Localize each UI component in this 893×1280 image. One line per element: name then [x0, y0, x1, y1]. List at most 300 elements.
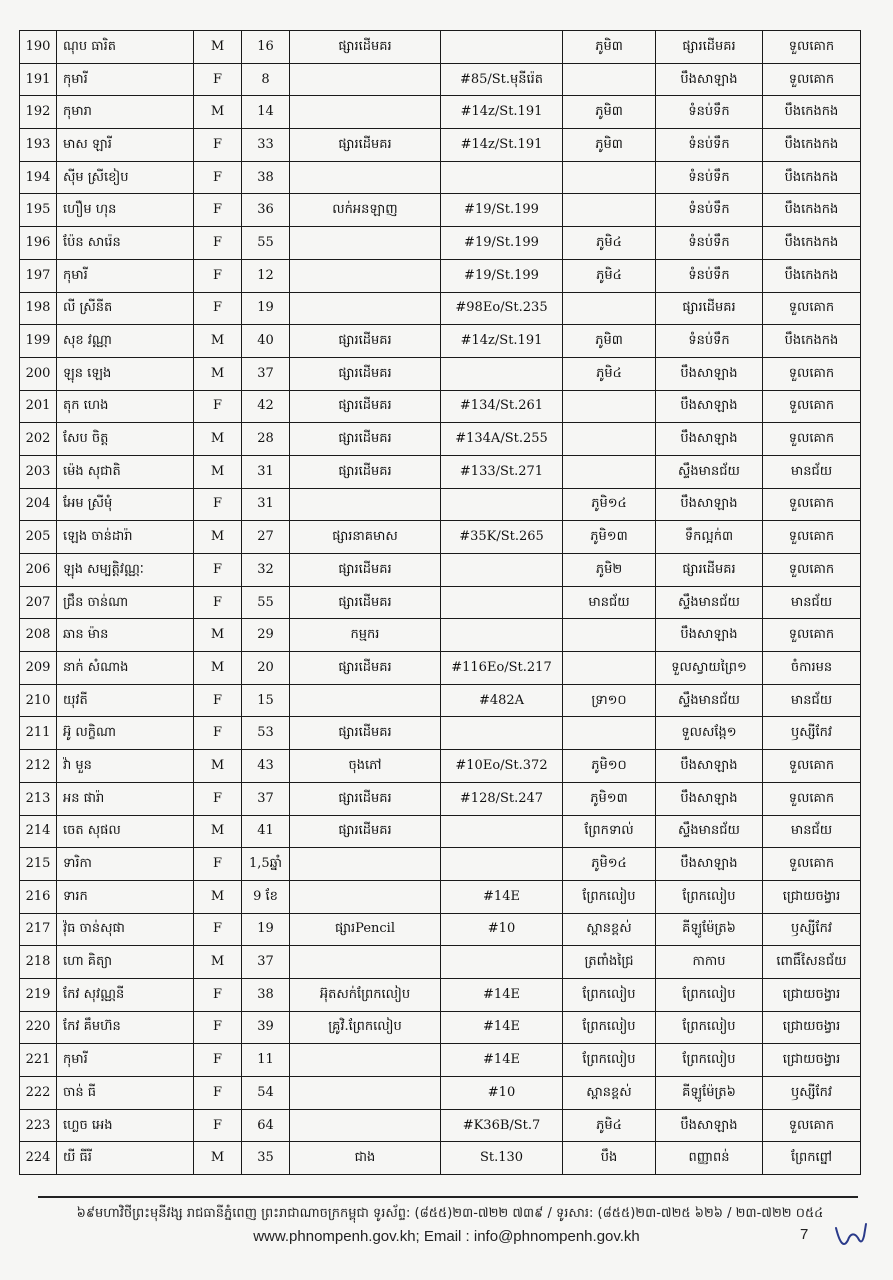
- row-number-cell: 207: [20, 586, 57, 619]
- occupation-cell: ផ្សារដើមគរ: [290, 586, 441, 619]
- khan-cell: ព្រែកព្នៅ: [763, 1142, 861, 1175]
- house-address-cell: #85/St.មុនីរ៉េត: [441, 63, 563, 96]
- sangkat-cell: ស្ទឹងមានជ័យ: [656, 586, 763, 619]
- sangkat-cell: ផ្សារដើមគរ: [656, 554, 763, 587]
- khan-cell: មានជ័យ: [763, 586, 861, 619]
- table-row: [20, 1044, 861, 1077]
- age-cell: 38: [242, 161, 290, 194]
- house-address-cell: [441, 946, 563, 979]
- person-name-cell: ណុប ធារិត: [57, 31, 194, 64]
- house-address-cell: [441, 848, 563, 881]
- table-row: [20, 194, 861, 227]
- occupation-cell: ចុងភៅ: [290, 750, 441, 783]
- table-row: [20, 1011, 861, 1044]
- house-address-cell: #482A: [441, 684, 563, 717]
- age-cell: 37: [242, 357, 290, 390]
- age-cell: 43: [242, 750, 290, 783]
- house-address-cell: #128/St.247: [441, 782, 563, 815]
- khan-cell: ទួលគោក: [763, 63, 861, 96]
- row-number-cell: 214: [20, 815, 57, 848]
- table-row: [20, 554, 861, 587]
- age-cell: 53: [242, 717, 290, 750]
- age-cell: 12: [242, 259, 290, 292]
- occupation-cell: ផ្សារដើមគរ: [290, 357, 441, 390]
- occupation-cell: [290, 96, 441, 129]
- age-cell: 15: [242, 684, 290, 717]
- sangkat-cell: ពញ្ញាពន់: [656, 1142, 763, 1175]
- age-cell: 31: [242, 488, 290, 521]
- occupation-cell: [290, 63, 441, 96]
- age-cell: 11: [242, 1044, 290, 1077]
- sex-cell: F: [194, 1077, 242, 1110]
- table-row: [20, 521, 861, 554]
- house-address-cell: #14z/St.191: [441, 96, 563, 129]
- occupation-cell: [290, 161, 441, 194]
- person-name-cell: ចេត សុផល: [57, 815, 194, 848]
- table-row: [20, 325, 861, 358]
- occupation-cell: [290, 1077, 441, 1110]
- house-address-cell: [441, 357, 563, 390]
- occupation-cell: [290, 227, 441, 260]
- house-address-cell: [441, 619, 563, 652]
- house-address-cell: #98Eo/St.235: [441, 292, 563, 325]
- sangkat-cell: បឹងសាឡាង: [656, 357, 763, 390]
- sex-cell: F: [194, 782, 242, 815]
- khan-cell: ជ្រោយចង្វារ: [763, 880, 861, 913]
- occupation-cell: ផ្សារដើមគរ: [290, 652, 441, 685]
- sangkat-cell: បឹងសាឡាង: [656, 1109, 763, 1142]
- person-name-cell: ឡុង សម្បត្តិវណ្ណៈ: [57, 554, 194, 587]
- sex-cell: F: [194, 63, 242, 96]
- person-name-cell: យុវតី: [57, 684, 194, 717]
- person-name-cell: ទារិកា: [57, 848, 194, 881]
- occupation-cell: ផ្សារដើមគរ: [290, 31, 441, 64]
- row-number-cell: 200: [20, 357, 57, 390]
- table-row: [20, 750, 861, 783]
- khan-cell: ទួលគោក: [763, 390, 861, 423]
- house-address-cell: [441, 815, 563, 848]
- sex-cell: M: [194, 31, 242, 64]
- row-number-cell: 219: [20, 978, 57, 1011]
- sex-cell: M: [194, 750, 242, 783]
- age-cell: 27: [242, 521, 290, 554]
- occupation-cell: ផ្សារដើមគរ: [290, 455, 441, 488]
- khan-cell: ជ្រោយចង្វារ: [763, 1044, 861, 1077]
- sex-cell: M: [194, 946, 242, 979]
- row-number-cell: 217: [20, 913, 57, 946]
- village-cell: [563, 161, 656, 194]
- row-number-cell: 213: [20, 782, 57, 815]
- village-cell: ភូមិ៣: [563, 31, 656, 64]
- table-row: [20, 129, 861, 162]
- person-name-cell: សែប ចិត្ត: [57, 423, 194, 456]
- sex-cell: F: [194, 586, 242, 619]
- village-cell: ភូមិ២: [563, 554, 656, 587]
- row-number-cell: 223: [20, 1109, 57, 1142]
- sex-cell: F: [194, 292, 242, 325]
- village-cell: ភូមិ១៣: [563, 521, 656, 554]
- sex-cell: M: [194, 357, 242, 390]
- sangkat-cell: ទួលស្វាយព្រៃ១: [656, 652, 763, 685]
- village-cell: ភូមិ៣: [563, 129, 656, 162]
- table-row: [20, 423, 861, 456]
- sangkat-cell: ព្រែកលៀប: [656, 1011, 763, 1044]
- village-cell: ភូមិ១៤: [563, 848, 656, 881]
- person-name-cell: ឡេង ចាន់ដារ៉ា: [57, 521, 194, 554]
- sangkat-cell: គីឡូម៉ែត្រ៦: [656, 913, 763, 946]
- age-cell: 19: [242, 913, 290, 946]
- village-cell: ទ្រា១០: [563, 684, 656, 717]
- person-name-cell: កុមារី: [57, 1044, 194, 1077]
- sex-cell: F: [194, 717, 242, 750]
- village-cell: [563, 717, 656, 750]
- house-address-cell: [441, 586, 563, 619]
- sangkat-cell: ទំនប់ទឹក: [656, 325, 763, 358]
- occupation-cell: ផ្សារនាគមាស: [290, 521, 441, 554]
- age-cell: 28: [242, 423, 290, 456]
- sangkat-cell: បឹងសាឡាង: [656, 750, 763, 783]
- occupation-cell: [290, 292, 441, 325]
- village-cell: ត្រពាំងជ្រៃ: [563, 946, 656, 979]
- sex-cell: M: [194, 619, 242, 652]
- khan-cell: ទួលគោក: [763, 521, 861, 554]
- khan-cell: បឹងកេងកង: [763, 259, 861, 292]
- village-cell: [563, 390, 656, 423]
- age-cell: 37: [242, 946, 290, 979]
- sex-cell: F: [194, 129, 242, 162]
- village-cell: ព្រែកលៀប: [563, 1044, 656, 1077]
- sex-cell: F: [194, 1109, 242, 1142]
- table-row: [20, 684, 861, 717]
- occupation-cell: [290, 880, 441, 913]
- age-cell: 39: [242, 1011, 290, 1044]
- house-address-cell: #134/St.261: [441, 390, 563, 423]
- sangkat-cell: ផ្សារដើមគរ: [656, 292, 763, 325]
- case-list-table: [19, 30, 861, 1175]
- footer-contact: www.phnompenh.gov.kh; Email : info@phnompenh.gov.kh: [253, 1228, 640, 1245]
- house-address-cell: [441, 161, 563, 194]
- village-cell: ភូមិ៤: [563, 227, 656, 260]
- person-name-cell: ម៉េង សុជាតិ: [57, 455, 194, 488]
- house-address-cell: [441, 554, 563, 587]
- age-cell: 1,5ឆ្នាំ: [242, 848, 290, 881]
- person-name-cell: កុមារី: [57, 63, 194, 96]
- row-number-cell: 204: [20, 488, 57, 521]
- occupation-cell: [290, 1044, 441, 1077]
- table-row: [20, 815, 861, 848]
- person-name-cell: កែវ គឹមហ៊ន: [57, 1011, 194, 1044]
- row-number-cell: 201: [20, 390, 57, 423]
- person-name-cell: វ៉ុធ ចាន់សុផា: [57, 913, 194, 946]
- occupation-cell: គ្រូវិ.ព្រែកលៀប: [290, 1011, 441, 1044]
- table-row: [20, 161, 861, 194]
- person-name-cell: ហ្លេច អេង: [57, 1109, 194, 1142]
- row-number-cell: 190: [20, 31, 57, 64]
- age-cell: 32: [242, 554, 290, 587]
- person-name-cell: ឆាន ម៉ាន: [57, 619, 194, 652]
- village-cell: [563, 652, 656, 685]
- age-cell: 20: [242, 652, 290, 685]
- khan-cell: ឫស្សីកែវ: [763, 913, 861, 946]
- footer-divider: [38, 1196, 858, 1198]
- row-number-cell: 208: [20, 619, 57, 652]
- handwritten-initial-icon: [830, 1214, 870, 1254]
- village-cell: ភូមិ៤: [563, 357, 656, 390]
- khan-cell: ទួលគោក: [763, 488, 861, 521]
- row-number-cell: 196: [20, 227, 57, 260]
- person-name-cell: នាក់ សំណាង: [57, 652, 194, 685]
- sangkat-cell: ព្រែកលៀប: [656, 1044, 763, 1077]
- person-name-cell: អន ផារ៉ា: [57, 782, 194, 815]
- person-name-cell: ហោ គិត្យា: [57, 946, 194, 979]
- sex-cell: F: [194, 913, 242, 946]
- house-address-cell: #10: [441, 1077, 563, 1110]
- age-cell: 64: [242, 1109, 290, 1142]
- table-row: [20, 1142, 861, 1175]
- person-name-cell: ទារក: [57, 880, 194, 913]
- row-number-cell: 220: [20, 1011, 57, 1044]
- sex-cell: F: [194, 978, 242, 1011]
- age-cell: 33: [242, 129, 290, 162]
- row-number-cell: 212: [20, 750, 57, 783]
- person-name-cell: សុខ វណ្ណា: [57, 325, 194, 358]
- sangkat-cell: ទំនប់ទឹក: [656, 161, 763, 194]
- occupation-cell: ផ្សារដើមគរ: [290, 423, 441, 456]
- khan-cell: មានជ័យ: [763, 815, 861, 848]
- row-number-cell: 191: [20, 63, 57, 96]
- khan-cell: ទួលគោក: [763, 292, 861, 325]
- sex-cell: F: [194, 259, 242, 292]
- khan-cell: បឹងកេងកង: [763, 227, 861, 260]
- row-number-cell: 216: [20, 880, 57, 913]
- village-cell: ស្ពានខ្ពស់: [563, 913, 656, 946]
- age-cell: 31: [242, 455, 290, 488]
- person-name-cell: អ៊ូ លក្ខិណា: [57, 717, 194, 750]
- person-name-cell: យី ធីរី: [57, 1142, 194, 1175]
- row-number-cell: 211: [20, 717, 57, 750]
- occupation-cell: ផ្សារដើមគរ: [290, 325, 441, 358]
- age-cell: 37: [242, 782, 290, 815]
- sex-cell: M: [194, 455, 242, 488]
- sex-cell: F: [194, 227, 242, 260]
- person-name-cell: មាស ឡារី: [57, 129, 194, 162]
- khan-cell: បឹងកេងកង: [763, 325, 861, 358]
- village-cell: មានជ័យ: [563, 586, 656, 619]
- sex-cell: F: [194, 488, 242, 521]
- house-address-cell: [441, 717, 563, 750]
- village-cell: [563, 194, 656, 227]
- sex-cell: M: [194, 521, 242, 554]
- occupation-cell: ផ្សារPencil: [290, 913, 441, 946]
- footer-address: ៦៩មហាវិថីព្រះមុនីវង្ស រាជធានីភ្នំពេញ ព្រះរាជាណាចក្រកម្ពុជា ទូរស័ព្ទ: (៨៥៥)២៣-៧២២ ៧៣៩ / ទូរសារ: (៨៥៥)២៣-៧២៥ ៦២៦ / ២៣-៧២២ ០៥៤: [76, 1206, 824, 1221]
- sex-cell: M: [194, 423, 242, 456]
- house-address-cell: #14E: [441, 978, 563, 1011]
- village-cell: ភូមិ១៤: [563, 488, 656, 521]
- sangkat-cell: គីឡូម៉ែត្រ៦: [656, 1077, 763, 1110]
- occupation-cell: [290, 946, 441, 979]
- occupation-cell: [290, 259, 441, 292]
- sex-cell: F: [194, 194, 242, 227]
- sangkat-cell: បឹងសាឡាង: [656, 63, 763, 96]
- village-cell: ស្ពានខ្ពស់: [563, 1077, 656, 1110]
- row-number-cell: 222: [20, 1077, 57, 1110]
- person-name-cell: លី ស្រីនីត: [57, 292, 194, 325]
- row-number-cell: 221: [20, 1044, 57, 1077]
- sex-cell: M: [194, 880, 242, 913]
- house-address-cell: #10Eo/St.372: [441, 750, 563, 783]
- age-cell: 54: [242, 1077, 290, 1110]
- khan-cell: ទួលគោក: [763, 31, 861, 64]
- khan-cell: ឫស្សីកែវ: [763, 717, 861, 750]
- table-row: [20, 978, 861, 1011]
- house-address-cell: #14E: [441, 880, 563, 913]
- village-cell: ភូមិ៣: [563, 96, 656, 129]
- age-cell: 55: [242, 227, 290, 260]
- village-cell: ព្រែកទាល់: [563, 815, 656, 848]
- sangkat-cell: បឹងសាឡាង: [656, 848, 763, 881]
- sangkat-cell: ទួលសង្កែ១: [656, 717, 763, 750]
- occupation-cell: [290, 684, 441, 717]
- khan-cell: មានជ័យ: [763, 455, 861, 488]
- occupation-cell: ផ្សារដើមគរ: [290, 782, 441, 815]
- village-cell: [563, 619, 656, 652]
- sangkat-cell: ទឹកល្អក់៣: [656, 521, 763, 554]
- house-address-cell: #14E: [441, 1011, 563, 1044]
- sangkat-cell: បឹងសាឡាង: [656, 488, 763, 521]
- occupation-cell: ជាង: [290, 1142, 441, 1175]
- row-number-cell: 197: [20, 259, 57, 292]
- sangkat-cell: ព្រែកលៀប: [656, 978, 763, 1011]
- person-name-cell: ជ្រឹន ចាន់ណា: [57, 586, 194, 619]
- house-address-cell: #19/St.199: [441, 227, 563, 260]
- khan-cell: ទួលគោក: [763, 1109, 861, 1142]
- age-cell: 41: [242, 815, 290, 848]
- village-cell: ព្រែកលៀប: [563, 1011, 656, 1044]
- table-row: [20, 292, 861, 325]
- occupation-cell: លក់អនឡាញ: [290, 194, 441, 227]
- table-row: [20, 946, 861, 979]
- age-cell: 36: [242, 194, 290, 227]
- sangkat-cell: កាកាប: [656, 946, 763, 979]
- village-cell: ភូមិ៤: [563, 1109, 656, 1142]
- sex-cell: M: [194, 96, 242, 129]
- sex-cell: M: [194, 1142, 242, 1175]
- house-address-cell: #14z/St.191: [441, 129, 563, 162]
- khan-cell: ទួលគោក: [763, 423, 861, 456]
- khan-cell: បឹងកេងកង: [763, 194, 861, 227]
- khan-cell: ទួលគោក: [763, 782, 861, 815]
- occupation-cell: [290, 1109, 441, 1142]
- house-address-cell: #19/St.199: [441, 194, 563, 227]
- person-name-cell: អែម ស្រីមុំ: [57, 488, 194, 521]
- person-name-cell: ចាន់ ធី: [57, 1077, 194, 1110]
- khan-cell: មានជ័យ: [763, 684, 861, 717]
- age-cell: 9 ខែ: [242, 880, 290, 913]
- age-cell: 42: [242, 390, 290, 423]
- occupation-cell: អ៊ុតសក់ព្រែកលៀប: [290, 978, 441, 1011]
- sangkat-cell: ព្រែកលៀប: [656, 880, 763, 913]
- village-cell: បឹង: [563, 1142, 656, 1175]
- occupation-cell: កម្មករ: [290, 619, 441, 652]
- age-cell: 55: [242, 586, 290, 619]
- sangkat-cell: ផ្សារដើមគរ: [656, 31, 763, 64]
- table-row: [20, 31, 861, 64]
- khan-cell: ជ្រោយចង្វារ: [763, 1011, 861, 1044]
- house-address-cell: #35K/St.265: [441, 521, 563, 554]
- page-number: 7: [800, 1226, 809, 1243]
- house-address-cell: #116Eo/St.217: [441, 652, 563, 685]
- sex-cell: F: [194, 554, 242, 587]
- house-address-cell: St.130: [441, 1142, 563, 1175]
- village-cell: ភូមិ៤: [563, 259, 656, 292]
- row-number-cell: 195: [20, 194, 57, 227]
- person-name-cell: វ៉ា មួន: [57, 750, 194, 783]
- khan-cell: ពោធិ៍សែនជ័យ: [763, 946, 861, 979]
- table-row: [20, 619, 861, 652]
- khan-cell: បឹងកេងកង: [763, 129, 861, 162]
- village-cell: [563, 63, 656, 96]
- table-row: [20, 848, 861, 881]
- person-name-cell: ឡុន ឡេង: [57, 357, 194, 390]
- row-number-cell: 194: [20, 161, 57, 194]
- village-cell: ភូមិ១០: [563, 750, 656, 783]
- sex-cell: F: [194, 390, 242, 423]
- sangkat-cell: ស្ទឹងមានជ័យ: [656, 684, 763, 717]
- table-body: [20, 31, 861, 1175]
- occupation-cell: ផ្សារដើមគរ: [290, 815, 441, 848]
- khan-cell: ចំការមន: [763, 652, 861, 685]
- row-number-cell: 203: [20, 455, 57, 488]
- row-number-cell: 199: [20, 325, 57, 358]
- table-row: [20, 652, 861, 685]
- table-row: [20, 782, 861, 815]
- occupation-cell: ផ្សារដើមគរ: [290, 129, 441, 162]
- khan-cell: ទួលគោក: [763, 357, 861, 390]
- row-number-cell: 202: [20, 423, 57, 456]
- person-name-cell: តុក ហេង: [57, 390, 194, 423]
- village-cell: ភូមិ១៣: [563, 782, 656, 815]
- sangkat-cell: ទំនប់ទឹក: [656, 194, 763, 227]
- sangkat-cell: ទំនប់ទឹក: [656, 259, 763, 292]
- village-cell: ព្រែកលៀប: [563, 880, 656, 913]
- sex-cell: F: [194, 161, 242, 194]
- person-name-cell: កែវ សុវណ្ណនី: [57, 978, 194, 1011]
- house-address-cell: #19/St.199: [441, 259, 563, 292]
- sex-cell: F: [194, 684, 242, 717]
- sangkat-cell: បឹងសាឡាង: [656, 619, 763, 652]
- sangkat-cell: បឹងសាឡាង: [656, 782, 763, 815]
- village-cell: [563, 423, 656, 456]
- house-address-cell: #134A/St.255: [441, 423, 563, 456]
- sex-cell: F: [194, 1044, 242, 1077]
- row-number-cell: 215: [20, 848, 57, 881]
- sangkat-cell: បឹងសាឡាង: [656, 390, 763, 423]
- sangkat-cell: ទំនប់ទឹក: [656, 129, 763, 162]
- age-cell: 40: [242, 325, 290, 358]
- age-cell: 14: [242, 96, 290, 129]
- sex-cell: M: [194, 652, 242, 685]
- person-name-cell: កុមារី: [57, 259, 194, 292]
- table-row: [20, 227, 861, 260]
- row-number-cell: 224: [20, 1142, 57, 1175]
- table-row: [20, 390, 861, 423]
- row-number-cell: 193: [20, 129, 57, 162]
- row-number-cell: 210: [20, 684, 57, 717]
- age-cell: 8: [242, 63, 290, 96]
- table-row: [20, 455, 861, 488]
- person-name-cell: ប៉ែន សារ៉េន: [57, 227, 194, 260]
- occupation-cell: [290, 488, 441, 521]
